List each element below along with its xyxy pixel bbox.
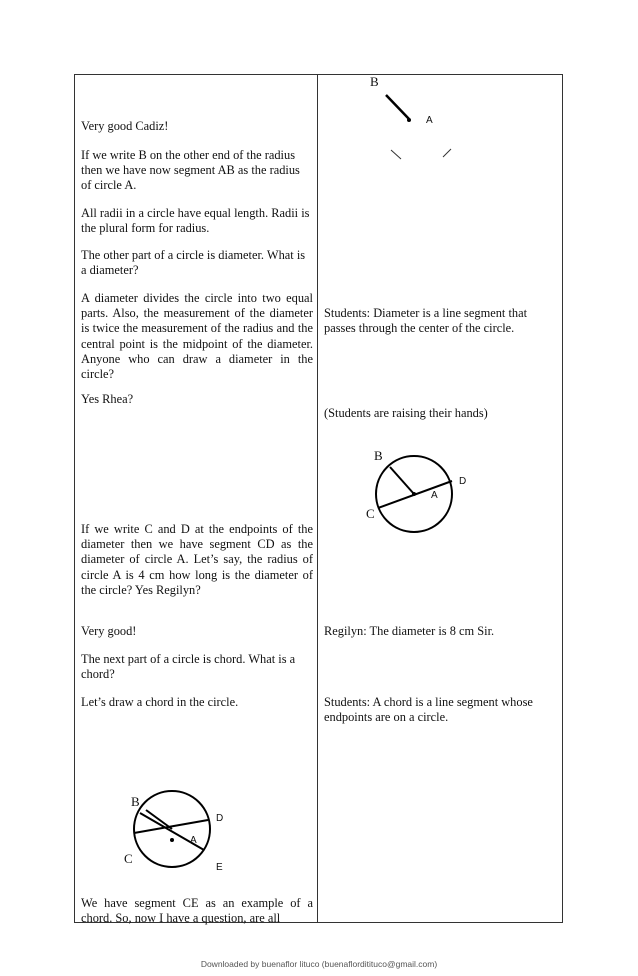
teacher-text-2: If we write B on the other end of the radius then we have now segment AB as the radius of circle A.	[81, 148, 300, 193]
teacher-text-9: The next part of a circle is chord. What is a chord?	[81, 652, 296, 682]
student-text-4: Students: A chord is a line segment whose endpoints are on a circle.	[324, 695, 533, 725]
fig3-label-e: E	[216, 862, 223, 873]
teacher-text-11: We have segment CE as an example of a chord. So, now I have a question, are all	[81, 896, 313, 926]
fig2-label-b: B	[374, 448, 383, 463]
student-text-2: (Students are raising their hands)	[324, 406, 488, 420]
teacher-text-3: All radii in a circle have equal length. Radii is the plural form for radius.	[81, 206, 310, 236]
fig3-label-b: B	[131, 794, 140, 809]
fig1-label-b: B	[370, 74, 379, 89]
teacher-text-4: The other part of a circle is diameter. What is a diameter?	[81, 248, 306, 278]
student-text-3: Regilyn: The diameter is 8 cm Sir.	[324, 624, 495, 638]
teacher-text-1: Very good Cadiz!	[81, 119, 169, 133]
teacher-text-5: A diameter divides the circle into two equal parts. Also, the measurement of the diameter is twice the measurement of the radius and the central point is the midpoint of the diameter. Anyone who can draw a diameter in the circle?	[81, 291, 313, 382]
teacher-text-8: Very good!	[81, 624, 137, 638]
fig1-label-a: A	[426, 115, 433, 126]
teacher-text-10: Let’s draw a chord in the circle.	[81, 695, 239, 709]
download-footer: Downloaded by buenaflor lituco (buenaflorditituco@gmail.com)	[200, 959, 438, 969]
fig2-label-a: A	[431, 490, 438, 501]
teacher-text-6: Yes Rhea?	[81, 392, 134, 406]
fig3-label-a: A	[190, 835, 197, 846]
teacher-text-7: If we write C and D at the endpoints of the diameter then we have segment CD as the diameter of circle A. Let’s say, the radius of circle A is 4 cm how long is the diameter of the circle? Yes Regilyn?	[81, 522, 313, 597]
fig2-label-c: C	[366, 506, 375, 521]
fig3-label-c: C	[124, 851, 133, 866]
fig2-label-d: D	[459, 476, 467, 487]
student-text-1: Students: Diameter is a line segment that passes through the center of the circle.	[324, 306, 528, 336]
fig3-label-d: D	[216, 813, 224, 824]
